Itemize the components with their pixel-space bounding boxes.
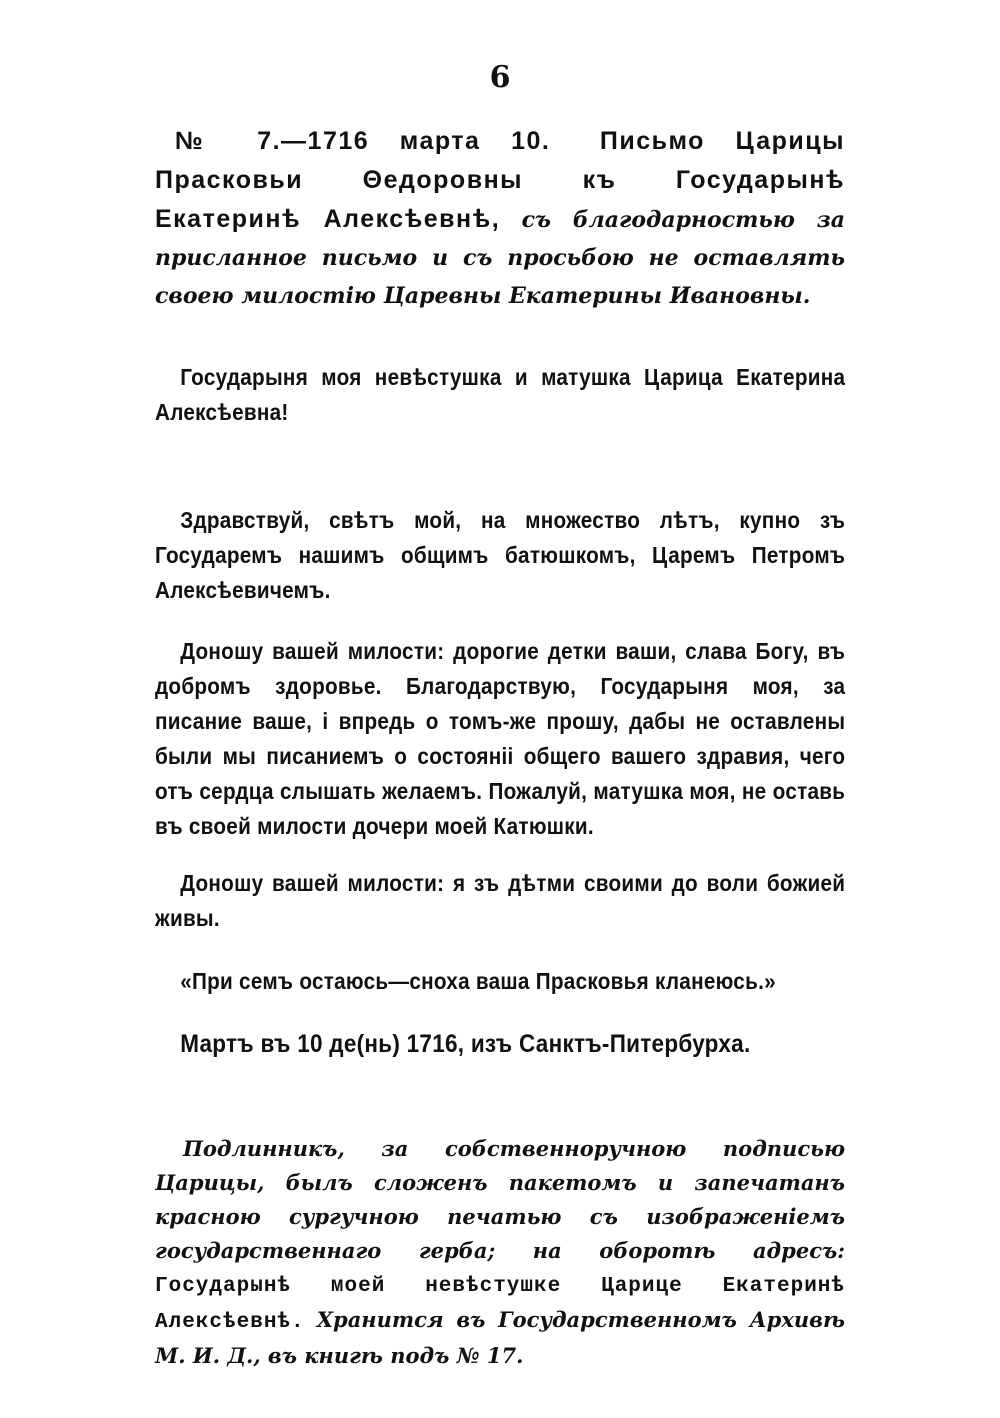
paragraph-3-text: Доношу вашей милости: я зъ дѣтми своими до воли божией живы. — [155, 870, 846, 931]
paragraph-2-text: Доношу вашей милости: дорогие детки ваши, слава Богу, въ добромъ здоровье. Благодарствую, Государыня моя, за писание ваше, і впредь о томъ-же прошу, дабы не оставлены были мы писаниемъ о состоянiі общего вашего здравия, чего отъ сердца слышать желаемъ. Пожалуй, матушка моя, не оставь въ своей милости дочери моей Катюшки. — [155, 638, 846, 839]
document-summary: съ благодарностью за присланное письмо и съ просьбою не оставлять своею милостію Царевны Екатерины Ивановны. — [155, 207, 845, 309]
letter-paragraph-2 — [155, 634, 845, 844]
archival-note-description: Подлинникъ, за собственноручною подписью Царицы, былъ сложенъ пакетомъ и запечатанъ красною сургучною печатью съ изображенiемъ государственнаго герба; на оборотѣ адресъ: — [155, 1136, 845, 1263]
archival-note — [155, 1132, 845, 1373]
letter-salutation — [155, 360, 845, 430]
dateline-text: Мартъ въ 10 де(нь) 1716, изъ Санктъ-Питербурха. — [180, 1030, 751, 1058]
archival-note-address: Государынѣ моей невѣстушке Царице Екатеринѣ Алексѣевнѣ. — [155, 1275, 845, 1334]
closing-text: «При семъ остаюсь—сноха ваша Прасковья кланеюсь.» — [180, 968, 776, 994]
page-number: 6 — [489, 60, 511, 95]
paragraph-1-text: Здравствуй, свѣтъ мой, на множество лѣтъ, купно зъ Государемъ нашимъ общимъ батюшкомъ, Царемъ Петромъ Алексѣевичемъ. — [155, 507, 846, 603]
document-heading — [155, 122, 845, 315]
letter-closing — [155, 964, 845, 999]
letter-paragraph-3 — [155, 866, 845, 936]
document-title: Письмо Царицы Прасковьи Θедоровны къ Государынѣ Екатеринѣ Алексѣевнѣ, — [155, 127, 845, 233]
letter-dateline — [155, 1027, 845, 1062]
letter-paragraph-1 — [155, 503, 845, 608]
archival-note-location: Хранится въ Государственномъ Архивѣ М. И. Д., въ книгѣ подъ № 17. — [155, 1307, 845, 1368]
document-number-date: № 7.—1716 марта 10. — [175, 127, 551, 155]
salutation-text: Государыня моя невѣстушка и матушка Царица Екатерина Алексѣевна! — [155, 364, 846, 425]
